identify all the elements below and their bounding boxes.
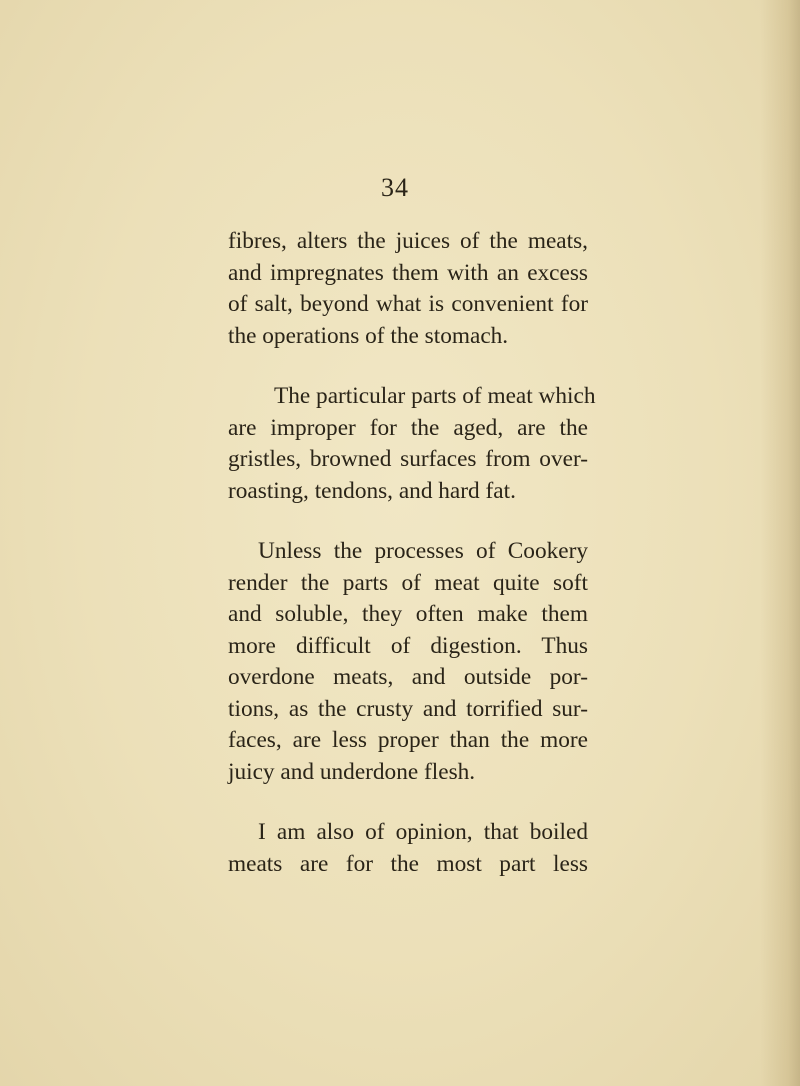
paragraph-1: [228, 226, 588, 352]
text-line: overdone meats, and outside por-: [228, 664, 588, 690]
text-line: fibres, alters the juices of the meats,: [228, 228, 588, 254]
text-line: render the parts of meat quite soft: [228, 569, 588, 596]
text-line: faces, are less proper than the more: [228, 727, 588, 753]
page-edge-shadow: [760, 0, 800, 1086]
text-line: are improper for the aged, are the: [228, 414, 588, 441]
text-line: The particular parts of meat which: [274, 383, 596, 409]
body-text: [228, 226, 596, 880]
page-number: 34: [381, 173, 409, 202]
paragraph-3: [228, 536, 588, 788]
text-line: and impregnates them with an excess: [228, 259, 588, 286]
text-line: of salt, beyond what is convenient for: [228, 291, 588, 317]
text-line: and soluble, they often make them: [228, 601, 588, 627]
text-line: roasting, tendons, and hard fat.: [228, 477, 516, 504]
text-line: juicy and underdone flesh.: [228, 758, 476, 785]
paragraph-4: [228, 817, 588, 880]
text-line: the operations of the stomach.: [228, 322, 509, 349]
text-line: meats are for the most part less: [228, 850, 588, 877]
paragraph-2: [228, 381, 596, 507]
text-line: more difficult of digestion. Thus: [228, 632, 588, 659]
text-line: tions, as the crusty and torrified sur-: [228, 695, 588, 722]
text-line: I am also of opinion, that boiled: [258, 819, 588, 845]
text-line: gristles, browned surfaces from over-: [228, 446, 588, 472]
text-line: Unless the processes of Cookery: [258, 538, 588, 564]
